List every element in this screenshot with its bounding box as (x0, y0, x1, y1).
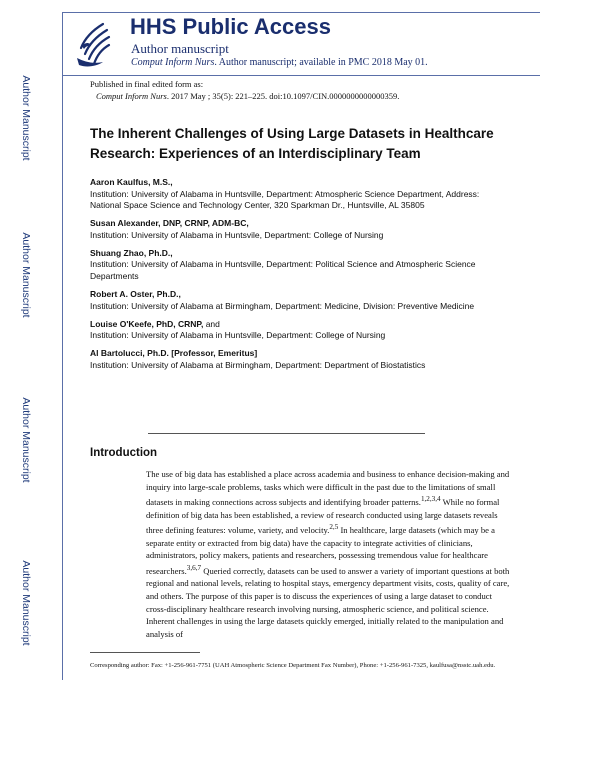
citation-journal: Comput Inform Nurs (96, 91, 167, 101)
author-affiliation: Institution: University of Alabama in Huntsville, Department: Atmospheric Science Department, Address: National Space Science and Technology Center, 320 Sparkman Dr., Huntsville, AL 35805 (90, 188, 480, 211)
side-label-4: Author Manuscript (20, 560, 32, 646)
hhs-eagle-logo-icon (73, 18, 113, 70)
reference-superscript[interactable]: 2,5 (329, 523, 339, 532)
author-name: Susan Alexander, DNP, CRNP, ADM-BC, (90, 218, 249, 229)
reference-superscript[interactable]: 1,2,3,4 (420, 495, 441, 504)
introduction-heading: Introduction (90, 447, 158, 459)
author-name: Shuang Zhao, Ph.D., (90, 247, 173, 258)
author-affiliation: Institution: University of Alabama at Birmingham, Department: Department of Biostatistics (90, 359, 426, 370)
manuscript-label: Author manuscript (131, 41, 229, 56)
author-affiliation: Institution: University of Alabama in Huntsville, Department: College of Nursing (90, 330, 386, 341)
journal-abbrev: Comput Inform Nurs (131, 57, 215, 68)
header-bottom-rule (62, 75, 540, 76)
author-name: Al Bartolucci, Ph.D. [Professor, Emeritus] (90, 348, 258, 359)
side-label-2: Author Manuscript (20, 232, 32, 318)
publication-line: Published in final edited form as: (90, 79, 204, 89)
availability-text: . Author manuscript; available in PMC 2018 May 01. (214, 57, 428, 68)
author-entry (90, 289, 510, 312)
hhs-title: HHS Public Access (130, 14, 331, 39)
author-entry (90, 248, 510, 283)
introduction-paragraph: The use of big data has established a place across academia and business to enhance decision-making and inquiry into large-scale problems, tasks which were difficult in the past due to the limitations of small datasets in making connections across subjects and identifying broader patterns.$^{1,2,3,4}$ While no formal definition of big data has been established, a review of research conducted using large datasets reveals three defining features: volume, variety, and velocity.$^{2,5}$ In healthcare, large datasets (which may be a separate entity or extracted from big data) have the capacity to integrate activities of clinicians, administrators, policy makers, patients and researchers, possessing tremendous value for healthcare researchers.$^{3,6,7}$ Queried correctly, datasets can be used to answer a variety of important questions at both regional and national levels, relating to hospital stays, emergency department visits, costs, quality of care, and others. The purpose of this paper is to discuss the experiences of using a large dataset to conduct cross-disciplinary healthcare research involving nursing, atmospheric science, and political science. Inherent challenges in using the large datasets quickly emerged, initially related to the manipulation and analysis of (146, 469, 510, 639)
author-name: Robert A. Oster, Ph.D., (90, 288, 181, 299)
header-top-rule (62, 12, 540, 13)
author-entry (90, 319, 510, 342)
publication-info (90, 78, 399, 102)
availability-line (131, 57, 428, 68)
side-label-1: Author Manuscript (20, 75, 32, 161)
citation-details: . 2017 May ; 35(5): 221–225. doi:10.1097/CIN.0000000000000359. (166, 91, 400, 101)
author-list (90, 177, 510, 378)
section-divider (148, 433, 425, 434)
author-name: Louise O'Keefe, PhD, CRNP, and (90, 318, 220, 329)
author-affiliation: Institution: University of Alabama in Huntsville, Department: Political Science and Atmospheric Science Departments (90, 259, 476, 281)
reference-superscript[interactable]: 3,6,7 (186, 563, 202, 572)
author-affiliation: Institution: University of Alabama in Huntsvile, Department: College of Nursing (90, 229, 384, 240)
corresponding-author-footnote: Corresponding author: Fax: +1-256-961-7751 (UAH Atmospheric Science Department Fax Number), Phone: +1-256-961-7325, kaulfusa@nsstc.uah.edu. (90, 662, 496, 669)
citation-line (90, 90, 399, 102)
author-affiliation: Institution: University of Alabama at Birmingham, Department: Medicine, Division: Preventive Medicine (90, 300, 475, 311)
article-title: The Inherent Challenges of Using Large Datasets in Healthcare Research: Experiences of an Interdisciplinary Team (90, 126, 494, 161)
margin-rule (62, 12, 63, 680)
author-name: Aaron Kaulfus, M.S., (90, 177, 173, 187)
side-label-3: Author Manuscript (20, 397, 32, 483)
author-entry (90, 177, 510, 212)
author-entry (90, 218, 510, 241)
footnote-rule (90, 652, 200, 653)
author-entry (90, 348, 510, 371)
